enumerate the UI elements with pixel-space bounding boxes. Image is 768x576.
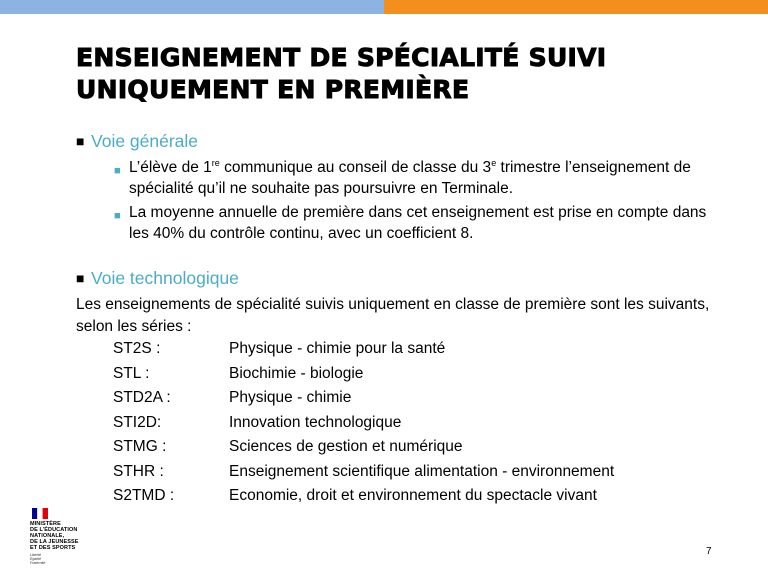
ministry-logo [30,508,90,565]
series-description: Biochimie - biologie [229,364,364,382]
section-intro-paragraph: Les enseignements de spécialité suivis uniquement en classe de première sont les suivants, selon les séries : [76,296,710,335]
series-code: STL : [113,364,150,382]
top-bar-orange-segment [384,0,768,14]
slide-title-line-1: ENSEIGNEMENT DE SPÉCIALITÉ SUIVI [76,43,607,72]
top-color-bar [0,0,768,14]
series-description: Sciences de gestion et numérique [229,438,463,455]
marianne-flag-icon [32,508,48,519]
list-item [114,157,714,199]
square-bullet-icon: ■ [114,210,121,222]
slide-title-line-2: UNIQUEMENT EN PREMIÈRE [76,75,470,104]
series-description: Economie, droit et environnement du spectacle vivant [229,487,597,504]
republic-motto: Liberté Égalité Fraternité [30,553,46,565]
list-item-text: La moyenne annuelle de première dans cet enseignement est prise en compte dans les 40% du contrôle continu, avec un coefficient 8. [129,204,707,242]
series-code: STI2D: [113,413,162,431]
list-item [114,202,714,244]
square-bullet-icon: ■ [76,133,85,149]
slide-title [76,42,716,106]
series-code: ST2S : [113,340,161,357]
series-description: Physique - chimie pour la santé [229,340,446,357]
series-code: STMG : [113,438,167,455]
series-code: STHR : [113,462,164,480]
square-bullet-icon: ■ [76,270,85,286]
series-description: Innovation technologique [229,413,402,431]
list-item-text: L’élève de 1re communique au conseil de classe du 3e trimestre l’enseignement de spécialité qu’il ne souhaite pas poursuivre en Terminale. [129,158,691,197]
ministry-name: MINISTÈRE DE L’ÉDUCATION NATIONALE, DE LA JEUNESSE ET DES SPORTS [30,521,79,551]
series-code: STD2A : [113,389,171,406]
series-description: Enseignement scientifique alimentation - environnement [229,462,615,480]
top-bar-blue-segment [0,0,384,14]
section-heading-voie-generale: Voie générale [91,131,199,151]
section-heading-voie-technologique: Voie technologique [91,268,239,288]
square-bullet-icon: ■ [114,165,121,177]
section-voie-generale [76,130,198,152]
series-description: Physique - chimie [229,389,352,406]
section-voie-technologique [76,267,239,289]
series-code: S2TMD : [113,487,175,504]
page-number: 7 [706,546,712,557]
